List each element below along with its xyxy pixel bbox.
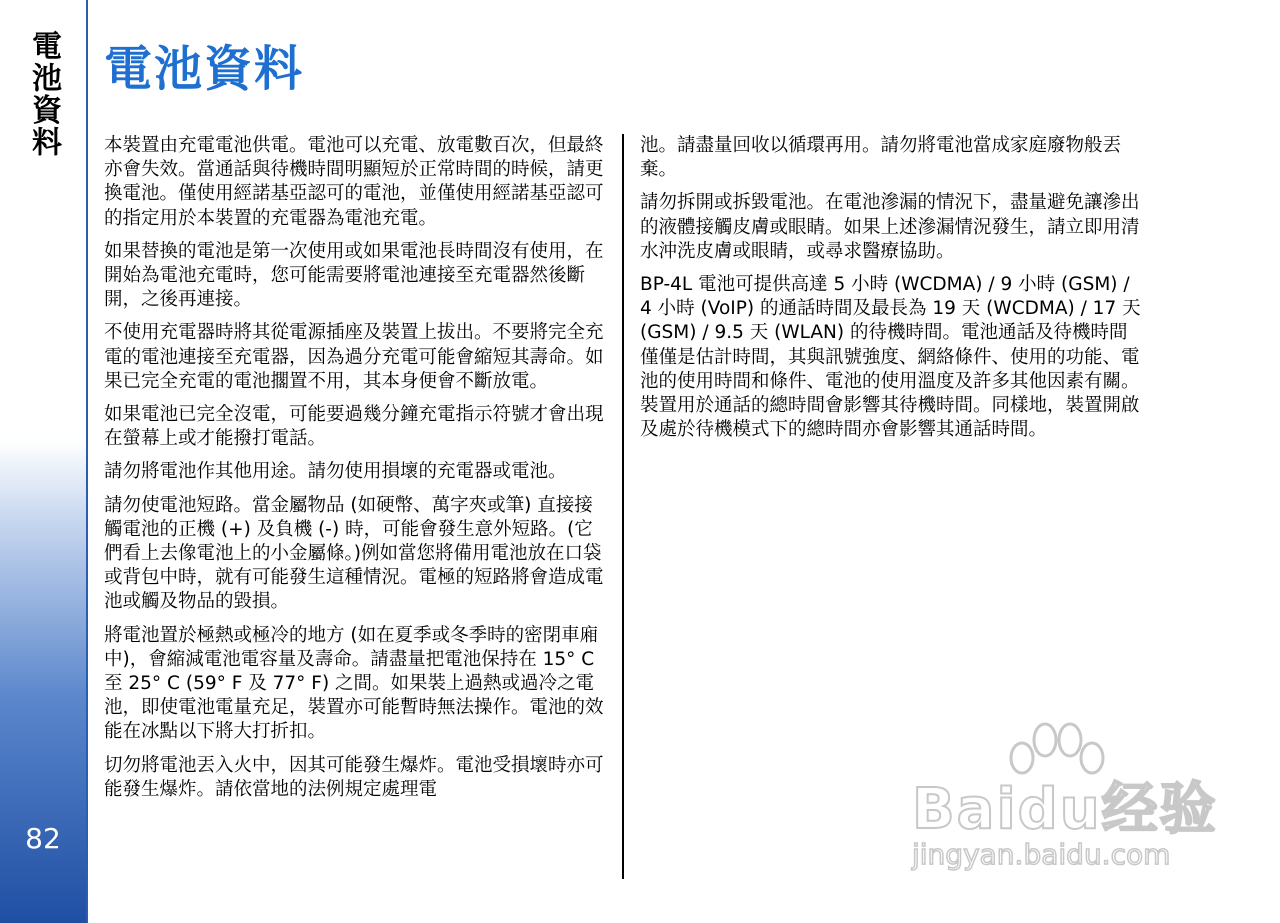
- paragraph: 請勿拆開或拆毀電池。在電池滲漏的情況下，盡量避免讓滲出的液體接觸皮膚或眼睛。如果上述滲漏情況發生，請立即用清水沖洗皮膚或眼睛，或尋求醫療協助。: [640, 192, 1140, 262]
- paragraph: BP-4L 電池可提供高達 5 小時 (WCDMA) / 9 小時 (GSM) / 4 小時 (VoIP) 的通話時間及最長為 19 天 (WCDMA) / 17 天 (GSM) / 9.5 天 (WLAN) 的待機時間。電池通話及待機時間僅僅是估計時間，其與訊號強度、網絡條件、使用的功能、電池的使用時間和條件、電池的使用溫度及許多其他因素有關。裝置用於通話的總時間會影響其待機時間。同樣地，裝置開啟及處於待機模式下的總時間亦會影響其通話時間。: [640, 274, 1141, 441]
- paragraph: 池。請盡量回收以循環再用。請勿將電池當成家庭廢物般丟棄。: [640, 135, 1122, 181]
- paragraph: 本裝置由充電電池供電。電池可以充電、放電數百次，但最終亦會失效。當通話與待機時間明顯短於正常時間的時候，請更換電池。僅使用經諾基亞認可的電池，並僅使用經諾基亞認可的指定用於本裝置的充電器為電池充電。: [104, 135, 604, 229]
- watermark-url: jingyan.baidu.com: [912, 838, 1171, 871]
- column-divider: [622, 134, 624, 879]
- sidebar: [0, 0, 86, 923]
- paragraph: 切勿將電池丟入火中，因其可能發生爆炸。電池受損壞時亦可能發生爆炸。請依當地的法例規定處理電: [104, 754, 604, 800]
- page-title: 電池資料: [104, 41, 305, 97]
- sidebar-section-title: 電池資料: [26, 30, 61, 158]
- page-number: 82: [25, 822, 61, 855]
- paragraph: 將電池置於極熱或極冷的地方 (如在夏季或冬季時的密閉車廂中)，會縮減電池電容量及壽命。請盡量把電池保持在 15° C 至 25° C (59° F 及 77° F) 之間。如果裝上過熱或過冷之電池，即使電池電量充足，裝置亦可能暫時無法操作。電池的效能在冰點以下將大打折扣。: [104, 624, 604, 743]
- left-column: [104, 134, 608, 811]
- paragraph: 請勿將電池作其他用途。請勿使用損壞的充電器或電池。: [104, 461, 567, 483]
- watermark-logo: Baidu经验: [912, 777, 1218, 842]
- sidebar-divider: [86, 0, 88, 923]
- paragraph: 如果電池已完全沒電，可能要過幾分鐘充電指示符號才會出現在螢幕上或才能撥打電話。: [104, 404, 604, 450]
- paragraph: 如果替換的電池是第一次使用或如果電池長時間沒有使用，在開始為電池充電時，您可能需要將電池連接至充電器然後斷開，之後再連接。: [104, 240, 604, 311]
- right-column: [640, 134, 1144, 451]
- paragraph: 請勿使電池短路。當金屬物品 (如硬幣、萬字夾或筆) 直接接觸電池的正機 (+) 及負機 (-) 時，可能會發生意外短路。(它們看上去像電池上的小金屬條。)例如當您將備用電池放在口袋或背包中時，就有可能發生這種情況。電極的短路將會造成電池或觸及物品的毀損。: [104, 494, 604, 613]
- baidu-watermark: [900, 720, 1220, 900]
- paragraph: 不使用充電器時將其從電源插座及裝置上拔出。不要將完全充電的電池連接至充電器，因為過分充電可能會縮短其壽命。如果已完全充電的電池擱置不用，其本身便會不斷放電。: [104, 322, 604, 392]
